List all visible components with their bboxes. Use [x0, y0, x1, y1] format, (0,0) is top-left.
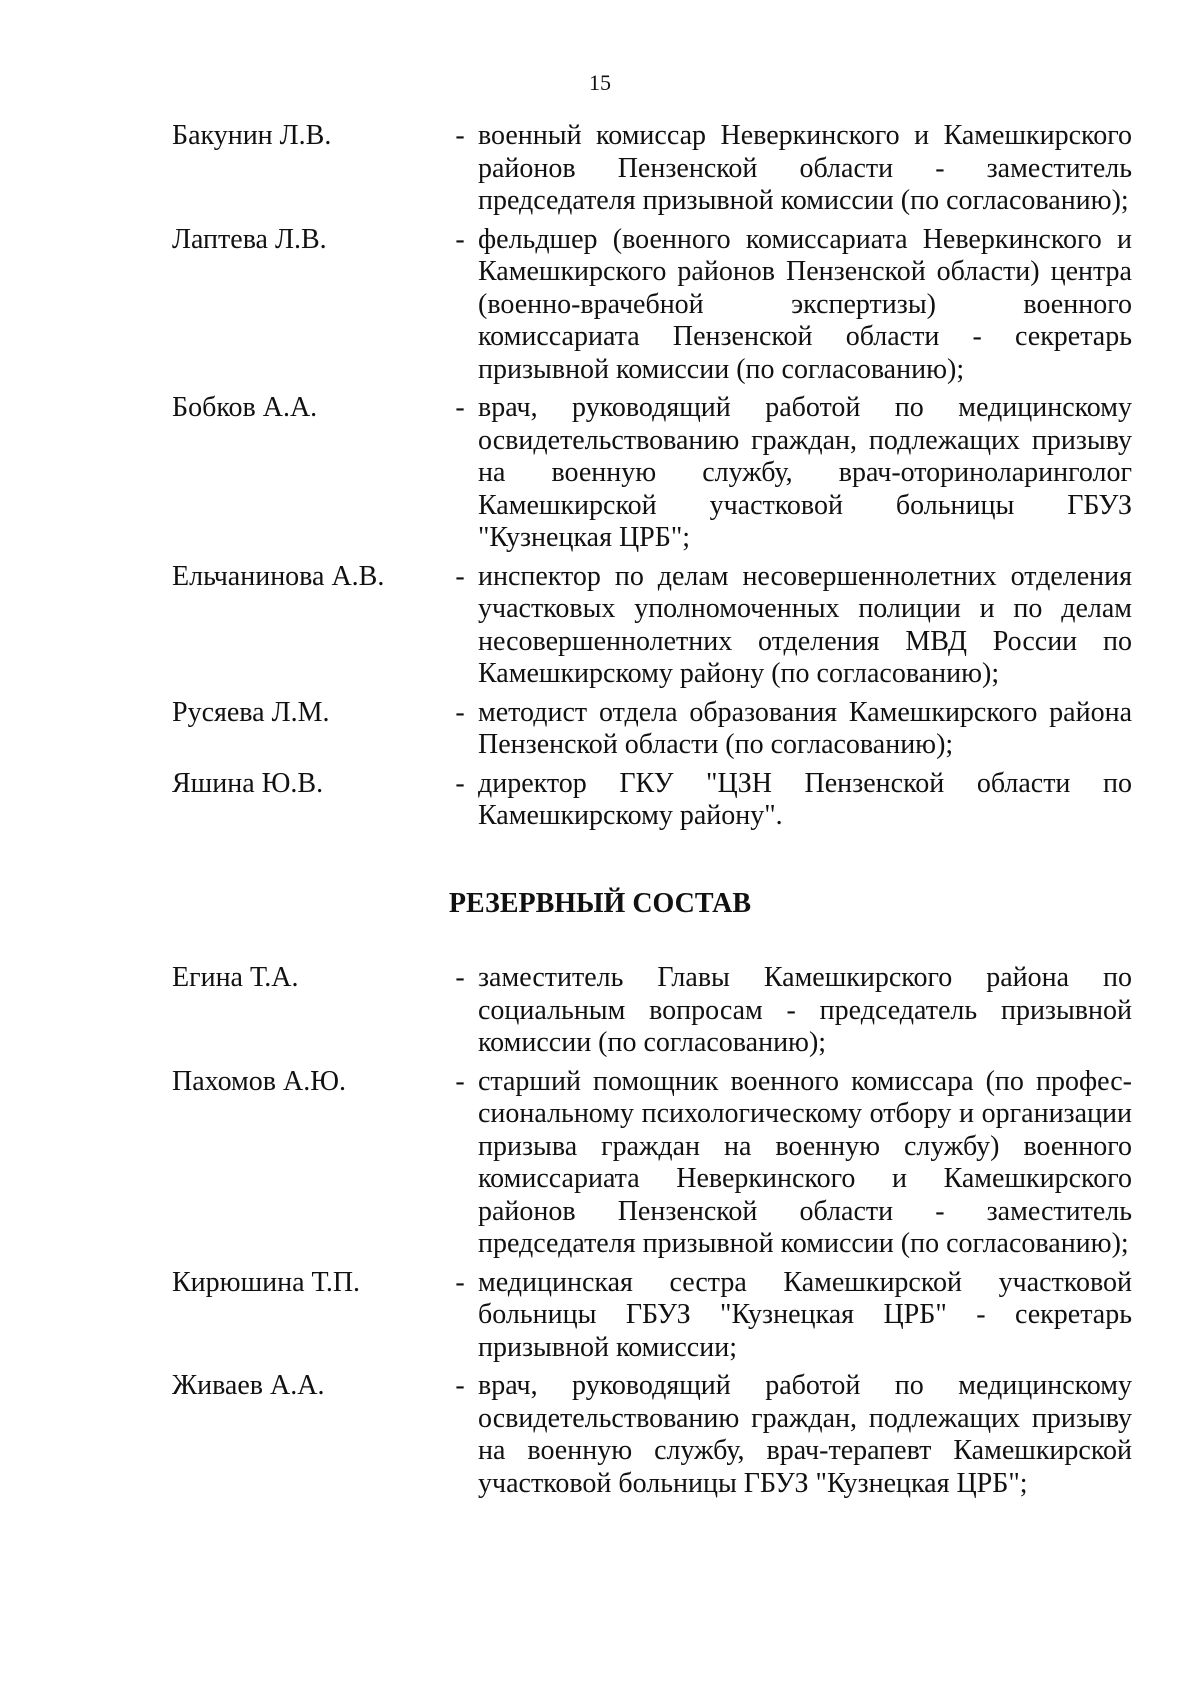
member-name: Живаев А.А.	[172, 1370, 325, 1401]
member-description: директор ГКУ "ЦЗН Пензенской области по Камешкирскому району".	[478, 767, 1132, 831]
member-dash: -	[455, 962, 465, 993]
member-entry	[172, 224, 1132, 387]
member-dash: -	[455, 392, 465, 423]
main-members-list	[172, 120, 1132, 839]
member-entry	[172, 697, 1132, 762]
member-name: Яшина Ю.В.	[172, 767, 324, 799]
member-description: фельдшер (военного комиссариата Неверкинского и Камешкирского районов Пензенской области) центра (военно-врачебной экспертизы) военного комиссариата Пензенской области - секретарь призывной комиссии (по согласованию);	[478, 223, 1132, 385]
member-description: старший помощник военного комиссара (по профес-сиональному психологическому отбору и организации призыва граждан на военную службу) военного комиссариата Неверкинского и Камешкирского районов Пензенской области - заместитель председателя призывной комиссии (по согласованию);	[478, 1065, 1132, 1259]
member-entry	[172, 1370, 1132, 1500]
member-dash: -	[455, 767, 465, 799]
member-description: военный комиссар Неверкинского и Камешкирского районов Пензенской области - заместитель председателя призывной комиссии (по согласованию);	[478, 120, 1132, 216]
member-description: методист отдела образования Камешкирского района Пензенской области (по согласованию);	[478, 696, 1132, 760]
member-description: инспектор по делам несовершеннолетних отделения участковых уполномоченных полиции и по делам несовершеннолетних отделения МВД России по Камешкирскому району (по согласованию);	[478, 560, 1132, 689]
member-name: Ельчанинова А.В.	[172, 560, 385, 592]
member-dash: -	[455, 120, 465, 151]
member-dash: -	[455, 696, 465, 728]
member-name: Егина Т.А.	[172, 962, 299, 993]
member-dash: -	[455, 1266, 465, 1298]
member-description: медицинская сестра Камешкирской участковой больницы ГБУЗ "Кузнецкая ЦРБ" - секретарь призывной комиссии;	[478, 1266, 1132, 1363]
page-number: 15	[589, 70, 611, 95]
member-name: Лаптева Л.В.	[172, 223, 327, 255]
member-name: Пахомов А.Ю.	[172, 1065, 346, 1097]
member-name: Русяева Л.М.	[172, 696, 330, 728]
member-description: врач, руководящий работой по медицинскому освидетельствованию граждан, подлежащих призыву на военную службу, врач-оториноларинголог Камешкирской участковой больницы ГБУЗ "Кузнецкая ЦРБ";	[478, 392, 1132, 553]
member-entry	[172, 561, 1132, 691]
member-dash: -	[455, 1065, 465, 1097]
member-dash: -	[455, 560, 465, 592]
member-description: врач, руководящий работой по медицинскому освидетельствованию граждан, подлежащих призыву на военную службу, врач-терапевт Камешкирской участковой больницы ГБУЗ "Кузнецкая ЦРБ";	[478, 1370, 1132, 1499]
reserve-members-list	[172, 962, 1132, 1506]
member-entry	[172, 392, 1132, 555]
member-dash: -	[455, 1370, 465, 1401]
member-entry	[172, 120, 1132, 218]
member-description: заместитель Главы Камешкирского района по социальным вопросам - председатель призывной комиссии (по согласованию);	[478, 962, 1132, 1058]
member-entry	[172, 1066, 1132, 1261]
member-name: Бобков А.А.	[172, 392, 318, 423]
member-entry	[172, 1267, 1132, 1365]
reserve-section-title: РЕЗЕРВНЫЙ СОСТАВ	[448, 888, 752, 919]
member-dash: -	[455, 223, 465, 255]
member-name: Бакунин Л.В.	[172, 120, 332, 151]
member-name: Кирюшина Т.П.	[172, 1266, 361, 1298]
member-entry	[172, 962, 1132, 1060]
member-entry	[172, 768, 1132, 833]
